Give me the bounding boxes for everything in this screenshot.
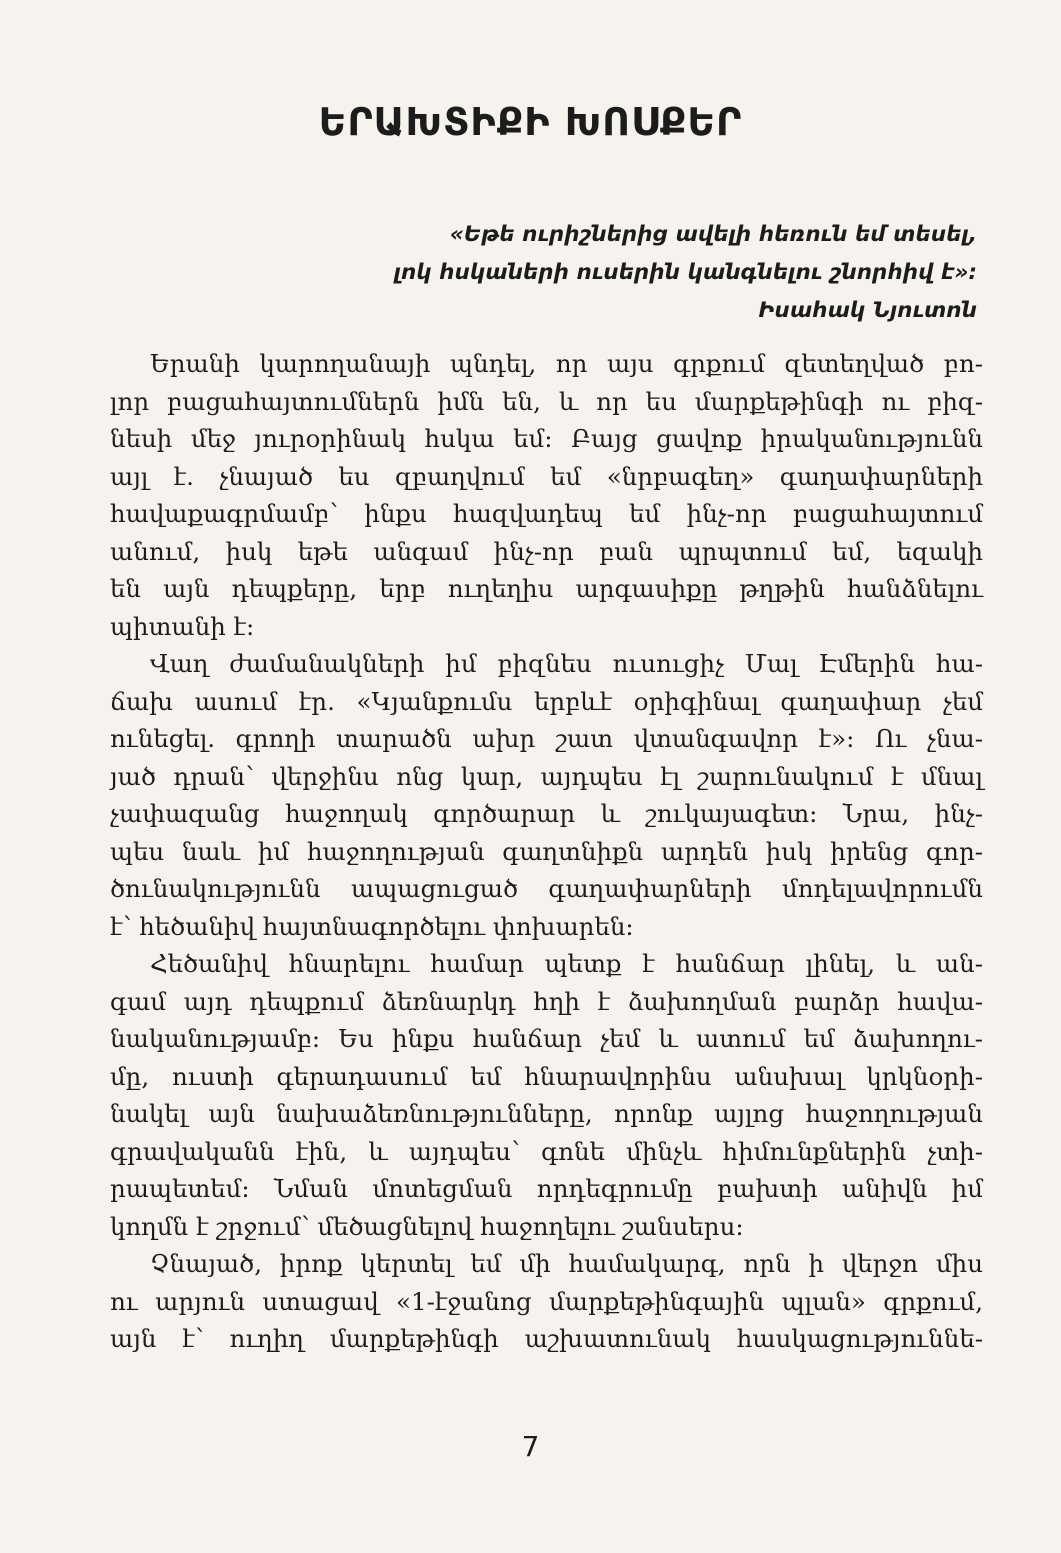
paragraph-line: այն է՝ ուղիղ մարքեթինգի աշխատունակ հասկացություննե- [110, 1324, 983, 1353]
paragraph-line: պիտանի է: [110, 611, 255, 641]
paragraph-line: Չնայած, իրոք կերտել եմ մի համակարգ, որն ի վերջո միս [150, 1249, 983, 1278]
paragraph-line: ու արյուն ստացավ «1-էջանոց մարքեթինգային պլան» գրքում, [110, 1286, 983, 1316]
paragraph-line: ճախ ասում էր. «Կյանքումս երբևէ օրիգինալ գաղափար չեմ [110, 686, 983, 716]
paragraph-line: գամ այդ դեպքում ձեռնարկդ հղի է ձախողման բարձր հավա- [110, 986, 983, 1016]
epigraph-line: լոկ հսկաների ուսերին կանգնելու շնորհիվ է»: [393, 260, 977, 285]
paragraph-line: Հեծանիվ հնարելու համար պետք է հանճար լինել, և ան- [150, 949, 983, 978]
paragraph-line: այլ է. չնայած ես զբաղվում եմ «նրբագեղ» գաղափարների [110, 461, 983, 491]
paragraph-line: նականությամբ: Ես ինքս հանճար չեմ և ատում եմ ձախողու- [110, 1024, 983, 1053]
paragraph-line: Երանի կարողանայի պնդել, որ այս գրքում զետեղված բո- [150, 349, 983, 378]
paragraph-line: են այն դեպքերը, երբ ուղեղիս արգասիքը թղթին հանձնելու [110, 574, 983, 603]
paragraph-line: կողմն է շրջում՝ մեծացնելով հաջողելու շանսերս: [110, 1211, 744, 1241]
epigraph-author: Իսահակ Նյուտոն [758, 298, 977, 323]
paragraph-line: անում, իսկ եթե անգամ ինչ-որ բան պրպտում եմ, եզակի [110, 536, 983, 566]
paragraph-line: յած դրան՝ վերջինս ոնց կար, այդպես էլ շարունակում է մնալ [110, 761, 983, 791]
paragraph-line: չափազանց հաջողակ գործարար և շուկայագետ: Նրա, ինչ- [110, 799, 983, 828]
paragraph-line: նեսի մեջ յուրօրինակ հսկա եմ: Բայց ցավոք իրականությունն [110, 424, 983, 453]
paragraph-line: լոր բացահայտումներն իմն են, և որ ես մարքեթինգի ու բիզ- [110, 386, 983, 416]
paragraph-line: գրավականն էին, և այդպես՝ գոնե մինչև հիմունքներին չտի- [110, 1136, 983, 1166]
page-number: 7 [521, 1430, 540, 1463]
paragraph-line: ունեցել. գրողի տարածն ախր շատ վտանգավոր է»: Ու չնա- [110, 724, 983, 753]
paragraph-line: հավաքագրմամբ՝ ինքս հազվադեպ եմ ինչ-որ բացահայտում [110, 499, 983, 528]
epigraph [217, 216, 977, 330]
paragraph-line: պես նաև իմ հաջողության գաղտնիքն արդեն իսկ իրենց գոր- [110, 836, 983, 866]
paragraph-line: նակել այն նախաձեռնությունները, որոնք այլոց հաջողության [110, 1099, 983, 1128]
body-text [110, 345, 983, 1358]
paragraph-line: րապետեմ: Նման մոտեցման որդեգրումը բախտի անիվն իմ [110, 1174, 983, 1203]
paragraph-line: մը, ուստի գերադասում եմ հնարավորինս անսխալ կրկնօրի- [110, 1061, 983, 1091]
paragraph-line: Վաղ ժամանակների իմ բիզնես ուսուցիչ Մալ Էմերին հա- [150, 649, 983, 678]
chapter-title: ԵՐԱԽՏԻՔԻ ԽՈՍՔԵՐ [318, 100, 743, 144]
epigraph-line: «Եթե ուրիշներից ավելի հեռուն եմ տեսել, [449, 222, 977, 247]
paragraph-line: ծունակությունն ապացուցած գաղափարների մոդելավորումն [110, 874, 983, 903]
paragraph-line: է՝ հեծանիվ հայտնագործելու փոխարեն: [110, 911, 634, 941]
